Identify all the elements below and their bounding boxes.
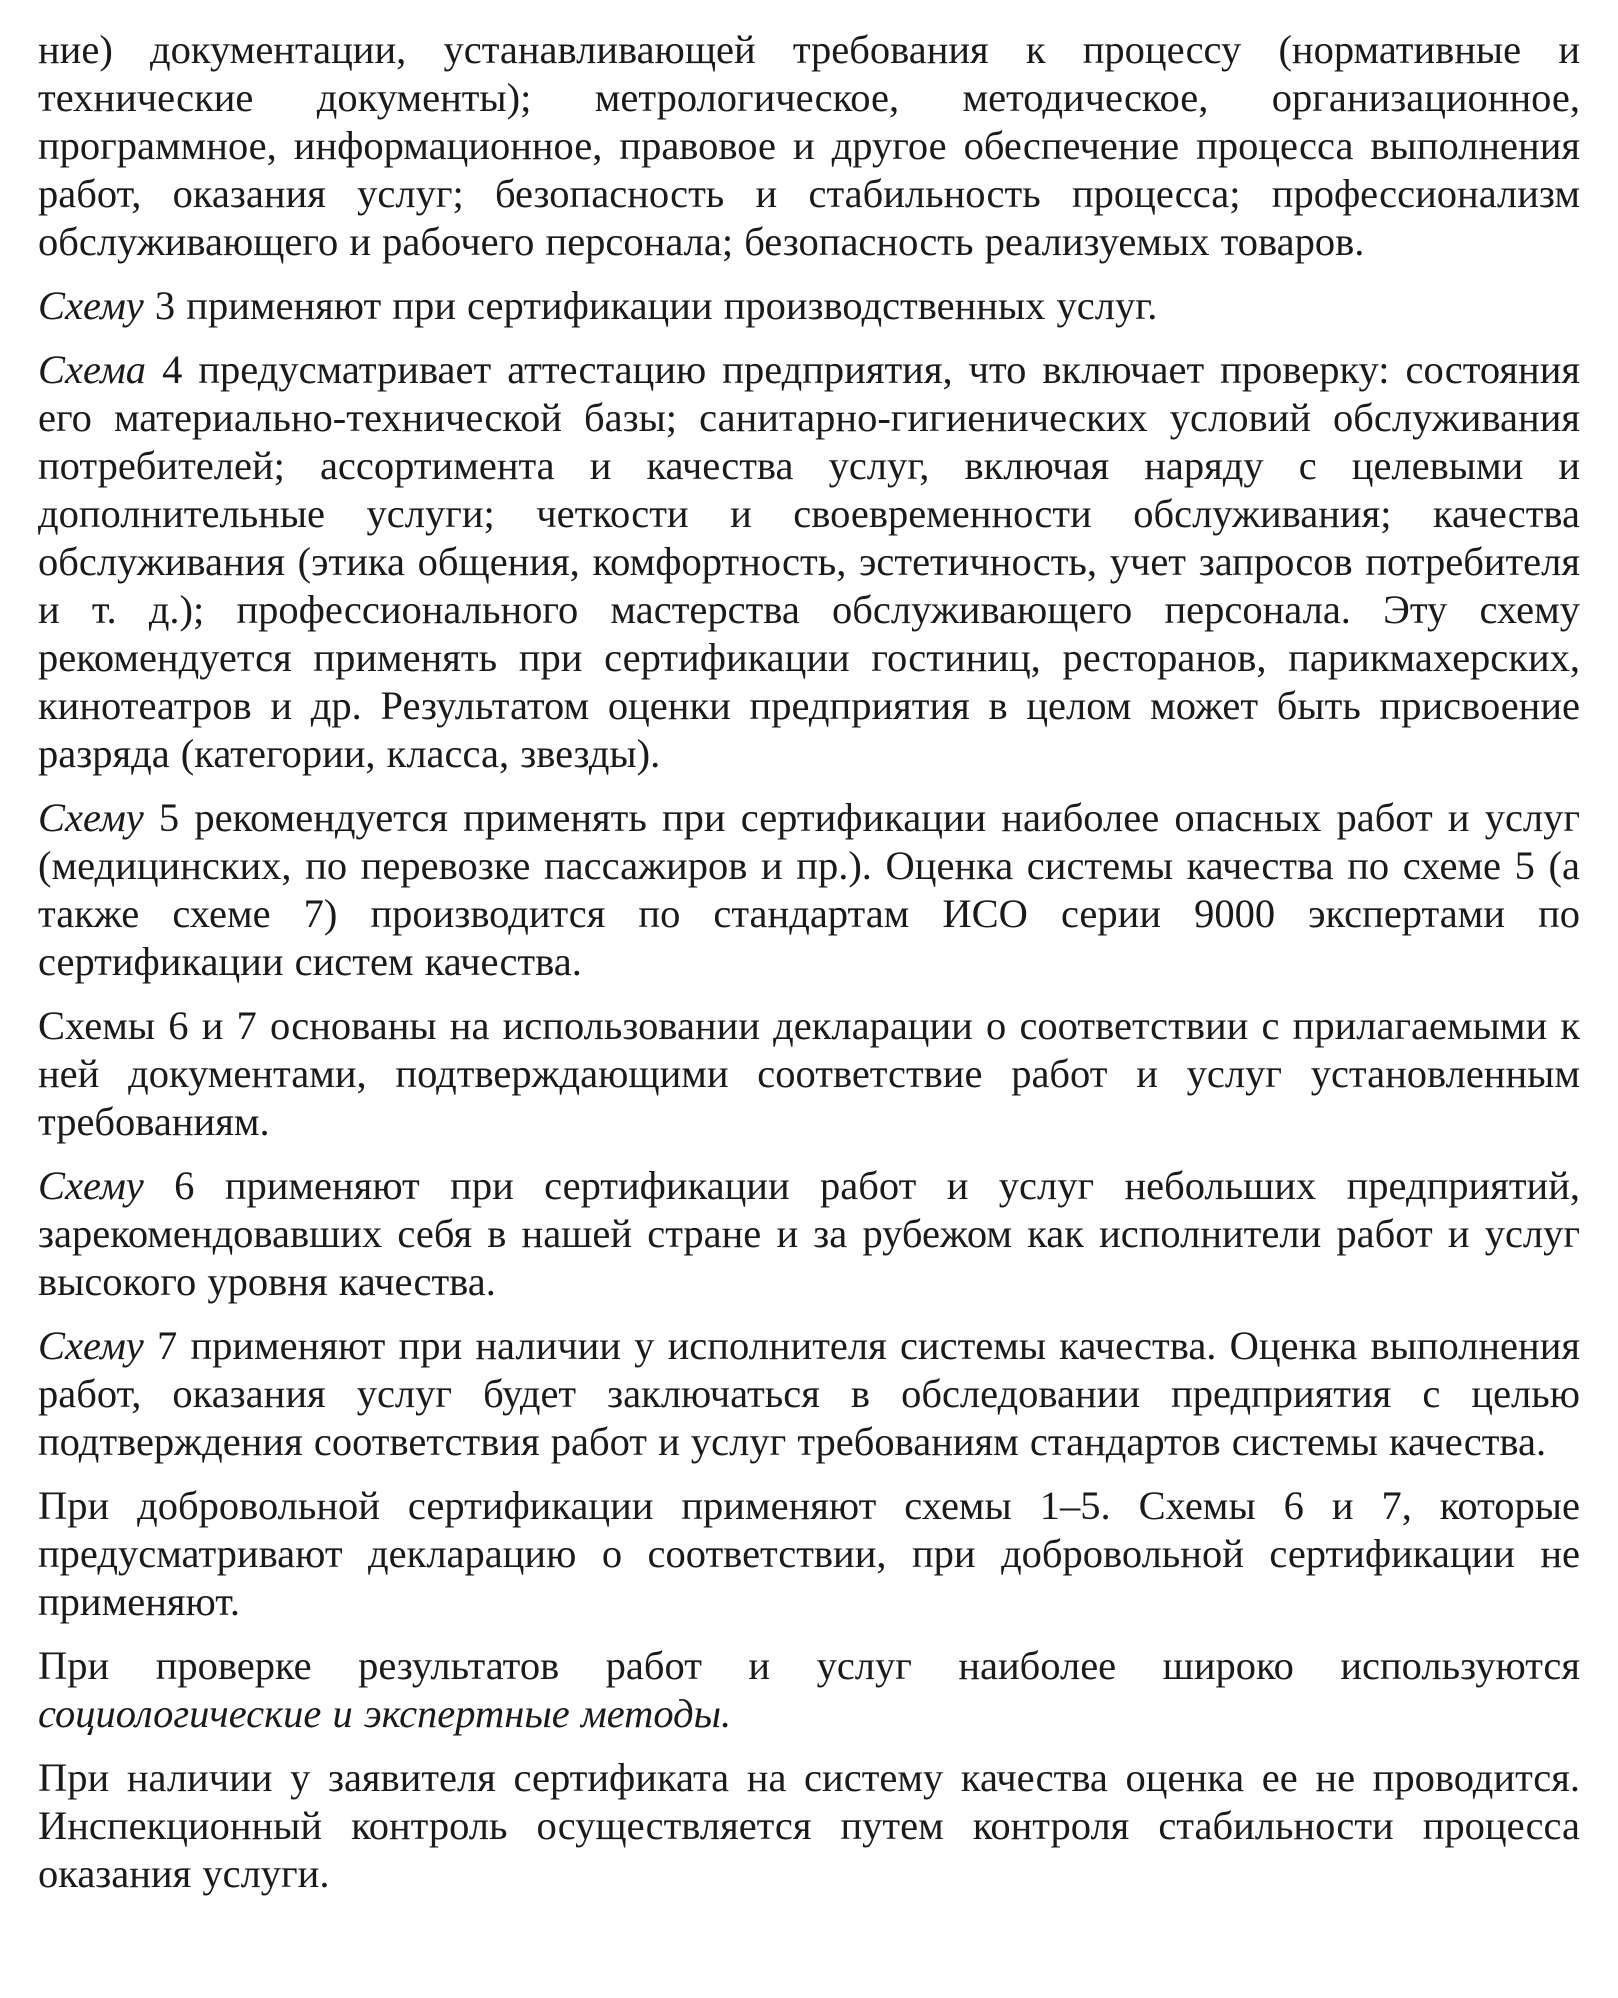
paragraph-text: 3 применяют при сертификации производственных услуг. [143,283,1158,328]
paragraph-text: 7 применяют при наличии у исполнителя системы качества. Оценка выполнения работ, оказания услуг будет заключаться в обследовании предприятия с целью подтверждения соответствия работ и услуг требованиям стандартов системы качества. [38,1323,1580,1464]
paragraph-documentation-requirements [38,26,1580,266]
paragraph-verification-methods [38,1642,1580,1738]
paragraph-text: 6 применяют при сертификации работ и услуг небольших предприятий, зарекомендовавших себя в нашей стране и за рубежом как исполнители работ и услуг высокого уровня качества. [38,1163,1580,1304]
paragraph-text: 5 рекомендуется применять при сертификации наиболее опасных работ и услуг (медицинских, по перевозке пассажиров и пр.). Оценка системы качества по схеме 5 (а также схеме 7) производится по стандартам ИСО серии 9000 экспертами по сертификации систем качества. [38,795,1580,984]
paragraph-scheme-6 [38,1162,1580,1306]
scheme-term: Схему [38,1163,144,1208]
paragraph-scheme-3 [38,282,1580,330]
paragraph-voluntary-certification [38,1482,1580,1626]
scheme-term: Схему [38,1323,144,1368]
scheme-term: Схему [38,795,144,840]
paragraph-scheme-7 [38,1322,1580,1466]
paragraph-inspection-control [38,1754,1580,1898]
methods-term: социологические и экспертные методы. [38,1691,732,1736]
paragraph-text: При добровольной сертификации применяют схемы 1–5. Схемы 6 и 7, которые предусматривают декларацию о соответствии, при добровольной сертификации не применяют. [38,1483,1580,1624]
scheme-term: Схему [38,283,144,328]
paragraph-text: При проверке результатов работ и услуг наиболее широко используются [38,1643,1580,1688]
paragraph-text: При наличии у заявителя сертификата на систему качества оценка ее не проводится. Инспекционный контроль осуществляется путем контроля стабильности процесса оказания услуги. [38,1755,1580,1896]
paragraph-scheme-5 [38,794,1580,986]
paragraph-text: 4 предусматривает аттестацию предприятия, что включает проверку: состояния его материально-технической базы; санитарно-гигиенических условий обслуживания потребителей; ассортимента и качества услуг, включая наряду с целевыми и дополнительные услуги; четкости и своевременности обслуживания; качества обслуживания (этика общения, комфортность, эстетичность, учет запросов потребителя и т. д.); профессионального мастерства обслуживающего персонала. Эту схему рекомендуется применять при сертификации гостиниц, ресторанов, парикмахерских, кинотеатров и др. Результатом оценки предприятия в целом может быть присвоение разряда (категории, класса, звезды). [38,347,1580,776]
scheme-term: Схема [38,347,147,392]
paragraph-schemes-6-7 [38,1002,1580,1146]
paragraph-scheme-4 [38,346,1580,778]
paragraph-text: ние) документации, устанавливающей требования к процессу (нормативные и технические документы); метрологическое, методическое, организационное, программное, информационное, правовое и другое обеспечение процесса выполнения работ, оказания услуг; безопасность и стабильность процесса; профессионализм обслуживающего и рабочего персонала; безопасность реализуемых товаров. [38,27,1580,264]
document-page [38,26,1580,1914]
paragraph-text: Схемы 6 и 7 основаны на использовании декларации о соответствии с прилагаемыми к ней документами, подтверждающими соответствие работ и услуг установленным требованиям. [38,1003,1580,1144]
